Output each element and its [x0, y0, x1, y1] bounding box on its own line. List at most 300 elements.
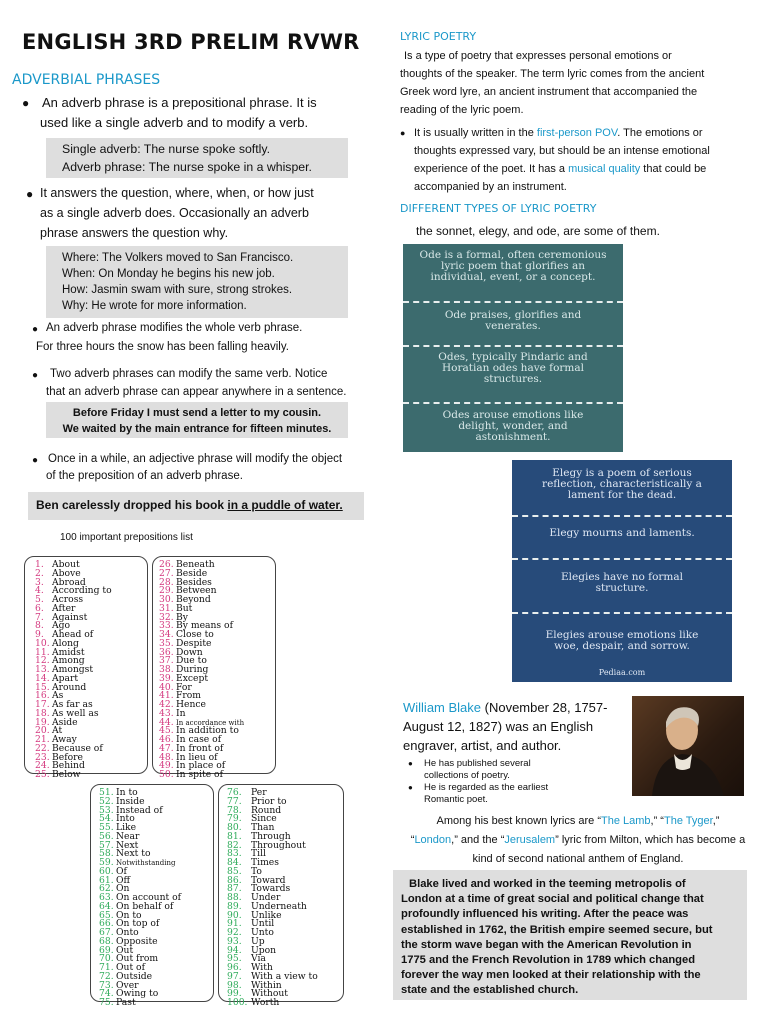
preposition-number: 87.: [227, 883, 242, 895]
adverbial-phrases-heading: ADVERBIAL PHRASES: [12, 72, 161, 88]
preposition-number: 40.: [159, 681, 174, 693]
preposition-word: Underneath: [251, 900, 307, 912]
preposition-item: [227, 839, 343, 851]
text: ,”: [712, 815, 720, 827]
adv-bullet-1-line-1: An adverb phrase is a prepositional phrase. It is: [42, 95, 317, 110]
preposition-item: [99, 999, 213, 1008]
example-line: Where: The Volkers moved to San Francisco.: [62, 252, 294, 264]
preposition-number: 26.: [159, 559, 174, 570]
preposition-number: 45.: [159, 725, 174, 737]
preposition-item: [99, 850, 213, 859]
lyric-definition: [400, 47, 760, 119]
preposition-word: Per: [251, 787, 267, 798]
preposition-number: 68.: [99, 935, 114, 947]
preposition-word: Into: [116, 813, 135, 825]
ode-fact: Odes arouse emotions like delight, wonder, and astonishment.: [442, 409, 584, 443]
preposition-word: In to: [116, 787, 138, 798]
preposition-item: [159, 771, 275, 780]
example-line: How: Jasmin swam with sure, strong strokes.: [62, 284, 293, 296]
preposition-number: 22.: [35, 742, 50, 754]
preposition-number: 82.: [227, 839, 242, 851]
preposition-word: About: [52, 559, 80, 570]
preposition-number: 99.: [227, 988, 242, 1000]
prepositions-list-76-100: [218, 784, 344, 1008]
preposition-word: Next: [116, 839, 139, 851]
preposition-number: 88.: [227, 892, 242, 903]
london-title: London: [414, 834, 452, 846]
preposition-word: Up: [251, 935, 265, 947]
preposition-word: Till: [251, 848, 266, 860]
list-item-continuation: Romantic poet.: [424, 794, 488, 805]
william-blake-portrait: [632, 696, 744, 796]
preposition-word: As: [52, 690, 64, 702]
preposition-word: Down: [176, 646, 203, 658]
preposition-number: 43.: [159, 707, 174, 719]
preposition-number: 93.: [227, 935, 242, 947]
adv-bullet-2-line-2: as a single adverb does. Occasionally an adverb: [40, 206, 309, 220]
adv-bullet-2-line-1: It answers the question, where, when, or how just: [40, 186, 314, 200]
example-line: Why: He wrote for more information.: [62, 300, 247, 312]
preposition-item: [227, 955, 343, 964]
preposition-number: 76.: [227, 787, 242, 798]
preposition-word: After: [52, 602, 76, 614]
preposition-word: Across: [52, 594, 84, 605]
preposition-number: 9.: [35, 629, 44, 640]
preposition-word: Near: [116, 830, 140, 842]
preposition-word: Besides: [176, 576, 212, 588]
text: ,” “: [650, 815, 664, 827]
lyric-bullet-line-3: [414, 160, 764, 178]
preposition-number: 70.: [99, 953, 114, 965]
example-line: [36, 497, 364, 515]
lyrics-line-3: kind of second national anthem of England.: [472, 853, 684, 865]
preposition-number: 4.: [35, 585, 44, 597]
preposition-number: 77.: [227, 795, 242, 807]
preposition-word: In place of: [176, 760, 226, 772]
preposition-word: Notwithstanding: [116, 859, 176, 867]
preposition-word: Among: [52, 655, 85, 667]
preposition-word: Throughout: [251, 839, 306, 851]
preposition-word: Beside: [176, 567, 208, 579]
preposition-number: 94.: [227, 944, 242, 956]
preposition-number: 75.: [99, 997, 114, 1008]
preposition-number: 53.: [99, 804, 114, 816]
lyric-poetry-heading: LYRIC POETRY: [400, 30, 477, 43]
preposition-word: Without: [251, 988, 288, 1000]
blake-intro-line-1: [403, 698, 627, 717]
divider: [512, 612, 732, 614]
bio-line: the storm wave began with the American Revolution in: [401, 938, 692, 951]
preposition-word: Out: [116, 944, 134, 956]
preposition-number: 32.: [159, 611, 174, 623]
preposition-number: 16.: [35, 690, 50, 702]
blake-intro-line-3: engraver, artist, and author.: [403, 738, 562, 753]
preposition-item: [227, 970, 343, 982]
preposition-number: 74.: [99, 988, 114, 1000]
ode-card: [403, 244, 623, 452]
elegy-fact: Elegies arouse emotions like woe, despair, and sorrow.: [545, 629, 699, 652]
lyrics-line-1: [392, 812, 764, 831]
preposition-word: Off: [116, 874, 131, 886]
preposition-word: Ahead of: [52, 629, 94, 640]
divider: [512, 515, 732, 517]
example-box-2: [46, 246, 348, 318]
elegy-card-credit: Pediaa.com: [598, 668, 646, 677]
preposition-number: 72.: [99, 970, 114, 982]
underlined-phrase: in a puddle of water.: [227, 498, 343, 512]
adv-bullet-2-line-3: phrase answers the question why.: [40, 226, 229, 240]
adv-bullet-1-line-2: used like a single adverb and to modify a verb.: [40, 115, 309, 130]
preposition-number: 29.: [159, 585, 174, 597]
preposition-word: On top of: [116, 918, 160, 930]
preposition-word: In accordance with: [176, 718, 245, 727]
bullet-icon: ●: [32, 455, 39, 466]
preposition-word: In: [176, 707, 186, 719]
preposition-word: According to: [52, 585, 112, 597]
bio-line: forever the way men looked at their relationship with the: [401, 969, 701, 982]
preposition-word: With: [251, 962, 273, 973]
preposition-number: 98.: [227, 979, 242, 991]
adv-bullet-5-line-1: Once in a while, an adjective phrase will modify the object: [48, 453, 343, 465]
preposition-word: Of: [116, 865, 127, 877]
preposition-number: 50.: [159, 769, 174, 780]
preposition-number: 41.: [159, 690, 174, 702]
preposition-number: 62.: [99, 883, 114, 895]
preposition-item: [227, 900, 343, 912]
adv-bullet-4-line-1: Two adverb phrases can modify the same verb. Notice: [50, 368, 328, 380]
preposition-number: 60.: [99, 865, 114, 877]
preposition-number: 54.: [99, 813, 114, 825]
preposition-word: Than: [251, 822, 275, 833]
preposition-word: Over: [116, 979, 139, 991]
preposition-word: By: [176, 611, 188, 623]
preposition-number: 97.: [227, 970, 242, 982]
preposition-number: 1.: [35, 559, 44, 570]
text: . The emotions or: [617, 127, 703, 139]
preposition-number: 57.: [99, 839, 114, 851]
preposition-number: 95.: [227, 953, 242, 965]
preposition-number: 36.: [159, 646, 174, 658]
blake-intro-line-2: August 12, 1827) was an English: [403, 719, 594, 734]
preposition-number: 59.: [99, 857, 114, 868]
preposition-word: By means of: [176, 620, 233, 632]
example-line: We waited by the main entrance for fifteen minutes.: [62, 423, 332, 435]
preposition-item: [227, 804, 343, 816]
preposition-word: Through: [251, 830, 291, 842]
preposition-word: Due to: [176, 655, 207, 667]
bio-line: profoundly influenced his writing. After the peace was: [401, 908, 689, 921]
example-box-1: [46, 138, 348, 178]
blake-bullets: [408, 758, 548, 806]
preposition-word: Because of: [52, 742, 103, 754]
example-text: Ben carelessly dropped his book: [36, 498, 228, 512]
preposition-number: 30.: [159, 594, 174, 605]
preposition-word: Inside: [116, 795, 145, 807]
preposition-number: 51.: [99, 787, 114, 798]
preposition-word: In addition to: [176, 725, 239, 737]
portrait-drawing: [632, 696, 744, 796]
lyric-bullet: [414, 124, 764, 196]
lyric-line: thoughts of the speaker. The term lyric comes from the ancient: [400, 68, 705, 80]
preposition-word: Despite: [176, 637, 212, 649]
bullet-icon: ●: [22, 96, 30, 110]
example-box-4: [28, 492, 364, 520]
preposition-word: Below: [52, 769, 81, 780]
preposition-word: Within: [251, 979, 282, 991]
preposition-number: 78.: [227, 804, 242, 816]
prepositions-title: 100 important prepositions list: [60, 532, 193, 543]
preposition-number: 86.: [227, 874, 242, 886]
preposition-word: On: [116, 883, 130, 895]
preposition-number: 80.: [227, 822, 242, 833]
preposition-word: Except: [176, 672, 209, 684]
preposition-number: 79.: [227, 813, 242, 825]
preposition-item: [227, 909, 343, 921]
text: It is usually written in the: [414, 127, 537, 139]
preposition-word: Out from: [116, 953, 159, 965]
preposition-number: 65.: [99, 909, 114, 921]
preposition-number: 84.: [227, 857, 242, 868]
types-heading: DIFFERENT TYPES OF LYRIC POETRY: [400, 202, 597, 215]
preposition-number: 19.: [35, 716, 50, 728]
preposition-word: Instead of: [116, 804, 163, 816]
preposition-number: 55.: [99, 822, 114, 833]
preposition-number: 56.: [99, 830, 114, 842]
preposition-word: Onto: [116, 927, 139, 938]
first-person-pov-term: first-person POV: [536, 127, 618, 139]
preposition-word: Toward: [251, 874, 286, 886]
ode-fact: Odes, typically Pindaric and Horatian odes have formal structures.: [438, 351, 588, 385]
preposition-number: 14.: [35, 672, 50, 684]
preposition-number: 3.: [35, 576, 44, 588]
text: ,” and the “: [451, 834, 505, 846]
preposition-item: [227, 935, 343, 947]
adv-bullet-4-line-2: that an adverb phrase can appear anywhere in a sentence.: [46, 386, 347, 398]
preposition-word: Ago: [52, 620, 71, 632]
preposition-word: During: [176, 664, 209, 675]
preposition-word: To: [251, 865, 262, 877]
preposition-word: Since: [251, 813, 277, 825]
preposition-number: 24.: [35, 760, 50, 772]
preposition-number: 85.: [227, 865, 242, 877]
elegy-fact: Elegies have no formal structure.: [561, 571, 683, 594]
preposition-word: Hence: [176, 699, 206, 710]
lyric-line: Greek word lyre, an ancient instrument that accompanied the: [400, 86, 698, 98]
preposition-item: [227, 999, 343, 1008]
text: that could be: [640, 163, 707, 175]
preposition-word: Next to: [116, 848, 151, 860]
preposition-number: 42.: [159, 699, 174, 710]
lyric-bullet-line-1: [414, 124, 764, 142]
preposition-word: Before: [52, 751, 83, 763]
preposition-word: Abroad: [52, 576, 86, 588]
adv-bullet-3-line-1: An adverb phrase modifies the whole verb phrase.: [46, 322, 303, 334]
ode-fact: Ode praises, glorifies and venerates.: [444, 309, 582, 332]
musical-quality-term: musical quality: [568, 163, 641, 175]
preposition-word: Along: [52, 637, 79, 649]
preposition-word: Behind: [52, 760, 85, 772]
preposition-word: In lieu of: [176, 751, 218, 763]
page-title: ENGLISH 3RD PRELIM RVWR: [22, 30, 360, 54]
preposition-number: 39.: [159, 672, 174, 684]
preposition-number: 44.: [159, 716, 174, 728]
preposition-word: Beyond: [176, 594, 211, 605]
preposition-word: Times: [251, 857, 279, 868]
preposition-number: 11.: [35, 646, 50, 658]
preposition-number: 6.: [35, 602, 44, 614]
preposition-number: 23.: [35, 751, 50, 763]
preposition-word: Round: [251, 804, 282, 816]
preposition-number: 34.: [159, 629, 174, 640]
bullet-icon: ●: [408, 783, 413, 792]
bullet-icon: ●: [26, 187, 34, 201]
the-lamb-title: The Lamb: [601, 815, 651, 827]
blake-intro: [403, 698, 627, 755]
bullet-icon: ●: [32, 324, 39, 335]
preposition-item: [227, 850, 343, 859]
preposition-item: [35, 771, 147, 780]
preposition-number: 33.: [159, 620, 174, 632]
preposition-word: But: [176, 602, 193, 614]
preposition-number: 35.: [159, 637, 174, 649]
preposition-word: On behalf of: [116, 900, 174, 912]
example-line: Adverb phrase: The nurse spoke in a whisper.: [62, 159, 312, 174]
preposition-word: On to: [116, 909, 142, 921]
preposition-word: With a view to: [251, 970, 318, 982]
preposition-word: Apart: [52, 672, 79, 684]
preposition-number: 63.: [99, 892, 114, 903]
preposition-number: 89.: [227, 900, 242, 912]
preposition-word: At: [52, 725, 63, 737]
preposition-word: Prior to: [251, 795, 287, 807]
blake-biography-box: [393, 870, 747, 1000]
ode-fact: Ode is a formal, often ceremonious lyric poem that glorifies an individual, event, or a concept.: [419, 249, 607, 283]
preposition-number: 47.: [159, 742, 174, 754]
preposition-number: 28.: [159, 576, 174, 588]
preposition-number: 13.: [35, 664, 50, 675]
preposition-number: 69.: [99, 944, 114, 956]
elegy-fact: Elegy is a poem of serious reflection, characteristically a lament for the dead.: [542, 467, 702, 501]
preposition-word: As far as: [52, 699, 93, 710]
adv-bullet-3-line-2: For three hours the snow has been falling heavily.: [36, 341, 289, 353]
preposition-number: 66.: [99, 918, 114, 930]
preposition-word: Close to: [176, 629, 214, 640]
preposition-word: Under: [251, 892, 281, 903]
preposition-word: Upon: [251, 944, 277, 956]
divider: [403, 402, 623, 404]
preposition-word: On account of: [116, 892, 182, 903]
bullet-icon: ●: [32, 370, 39, 381]
bio-line: Blake lived and worked in the teeming metropolis of: [409, 878, 686, 890]
bio-line: established in 1762, the British empire seemed secure, but: [401, 923, 713, 936]
preposition-number: 12.: [35, 655, 50, 667]
preposition-word: Unlike: [251, 909, 282, 921]
divider: [403, 345, 623, 347]
preposition-word: Against: [52, 611, 88, 623]
preposition-number: 71.: [99, 962, 114, 973]
jerusalem-title: Jerusalem: [504, 834, 556, 846]
prepositions-list-51-75: [90, 784, 214, 1008]
preposition-number: 52.: [99, 795, 114, 807]
preposition-number: 27.: [159, 567, 174, 579]
preposition-number: 81.: [227, 830, 242, 842]
divider: [512, 558, 732, 560]
preposition-number: 20.: [35, 725, 50, 737]
preposition-word: Via: [251, 953, 266, 965]
preposition-item: [227, 815, 343, 824]
preposition-word: In spite of: [176, 769, 223, 780]
preposition-number: 61.: [99, 874, 114, 886]
preposition-word: Above: [52, 567, 81, 579]
prepositions-list-26-50: [152, 556, 276, 780]
text: (November 28, 1757-: [481, 700, 608, 715]
preposition-number: 90.: [227, 909, 242, 921]
preposition-item: [227, 920, 343, 929]
preposition-word: From: [176, 690, 202, 702]
preposition-number: 21.: [35, 734, 50, 745]
preposition-number: 92.: [227, 927, 242, 938]
preposition-item: [227, 859, 343, 868]
preposition-number: 2.: [35, 567, 44, 579]
preposition-item: [159, 707, 275, 719]
preposition-word: In front of: [176, 742, 224, 754]
preposition-word: Worth: [251, 997, 280, 1008]
preposition-number: 73.: [99, 979, 114, 991]
preposition-word: Away: [52, 734, 77, 745]
preposition-item: [227, 885, 343, 894]
example-box-3: [46, 402, 348, 438]
preposition-number: 38.: [159, 664, 174, 675]
lyric-line: Is a type of poetry that expresses personal emotions or: [404, 50, 672, 62]
text: He is regarded as the earliest: [424, 782, 549, 793]
preposition-number: 31.: [159, 602, 174, 614]
preposition-number: 67.: [99, 927, 114, 938]
preposition-word: Like: [116, 822, 137, 833]
preposition-word: Unto: [251, 927, 274, 938]
preposition-word: Until: [251, 918, 275, 930]
bio-line: 1775 and the French Revolution in 1789 which changed: [401, 954, 696, 967]
preposition-item: [227, 929, 343, 938]
example-line: When: On Monday he begins his new job.: [62, 268, 275, 280]
types-text: the sonnet, elegy, and ode, are some of them.: [416, 224, 660, 238]
preposition-item: [227, 944, 343, 956]
bio-line: state and the established church.: [401, 984, 579, 997]
preposition-word: Amongst: [52, 664, 94, 675]
preposition-number: 18.: [35, 707, 50, 719]
list-item: [408, 758, 548, 770]
preposition-word: Opposite: [116, 935, 158, 947]
text: experience of the poet. It has a: [414, 163, 569, 175]
preposition-number: 48.: [159, 751, 174, 763]
example-line: Single adverb: The nurse spoke softly.: [62, 142, 271, 156]
preposition-word: Around: [52, 681, 87, 693]
adv-bullet-5-line-2: of the preposition of an adverb phrase.: [46, 470, 243, 482]
preposition-word: Amidst: [52, 646, 85, 658]
prepositions-list-1-25: [24, 556, 148, 780]
preposition-number: 10.: [35, 637, 50, 649]
text: “: [410, 834, 415, 846]
preposition-number: 37.: [159, 655, 174, 667]
bio-line: London at a time of great social and political change that: [401, 893, 704, 906]
preposition-word: Out of: [116, 962, 145, 973]
preposition-word: For: [176, 681, 192, 693]
preposition-number: 7.: [35, 611, 44, 623]
preposition-word: Beneath: [176, 559, 215, 570]
preposition-word: Between: [176, 585, 217, 597]
preposition-word: As well as: [52, 707, 99, 719]
preposition-number: 49.: [159, 760, 174, 772]
preposition-number: 46.: [159, 734, 174, 745]
